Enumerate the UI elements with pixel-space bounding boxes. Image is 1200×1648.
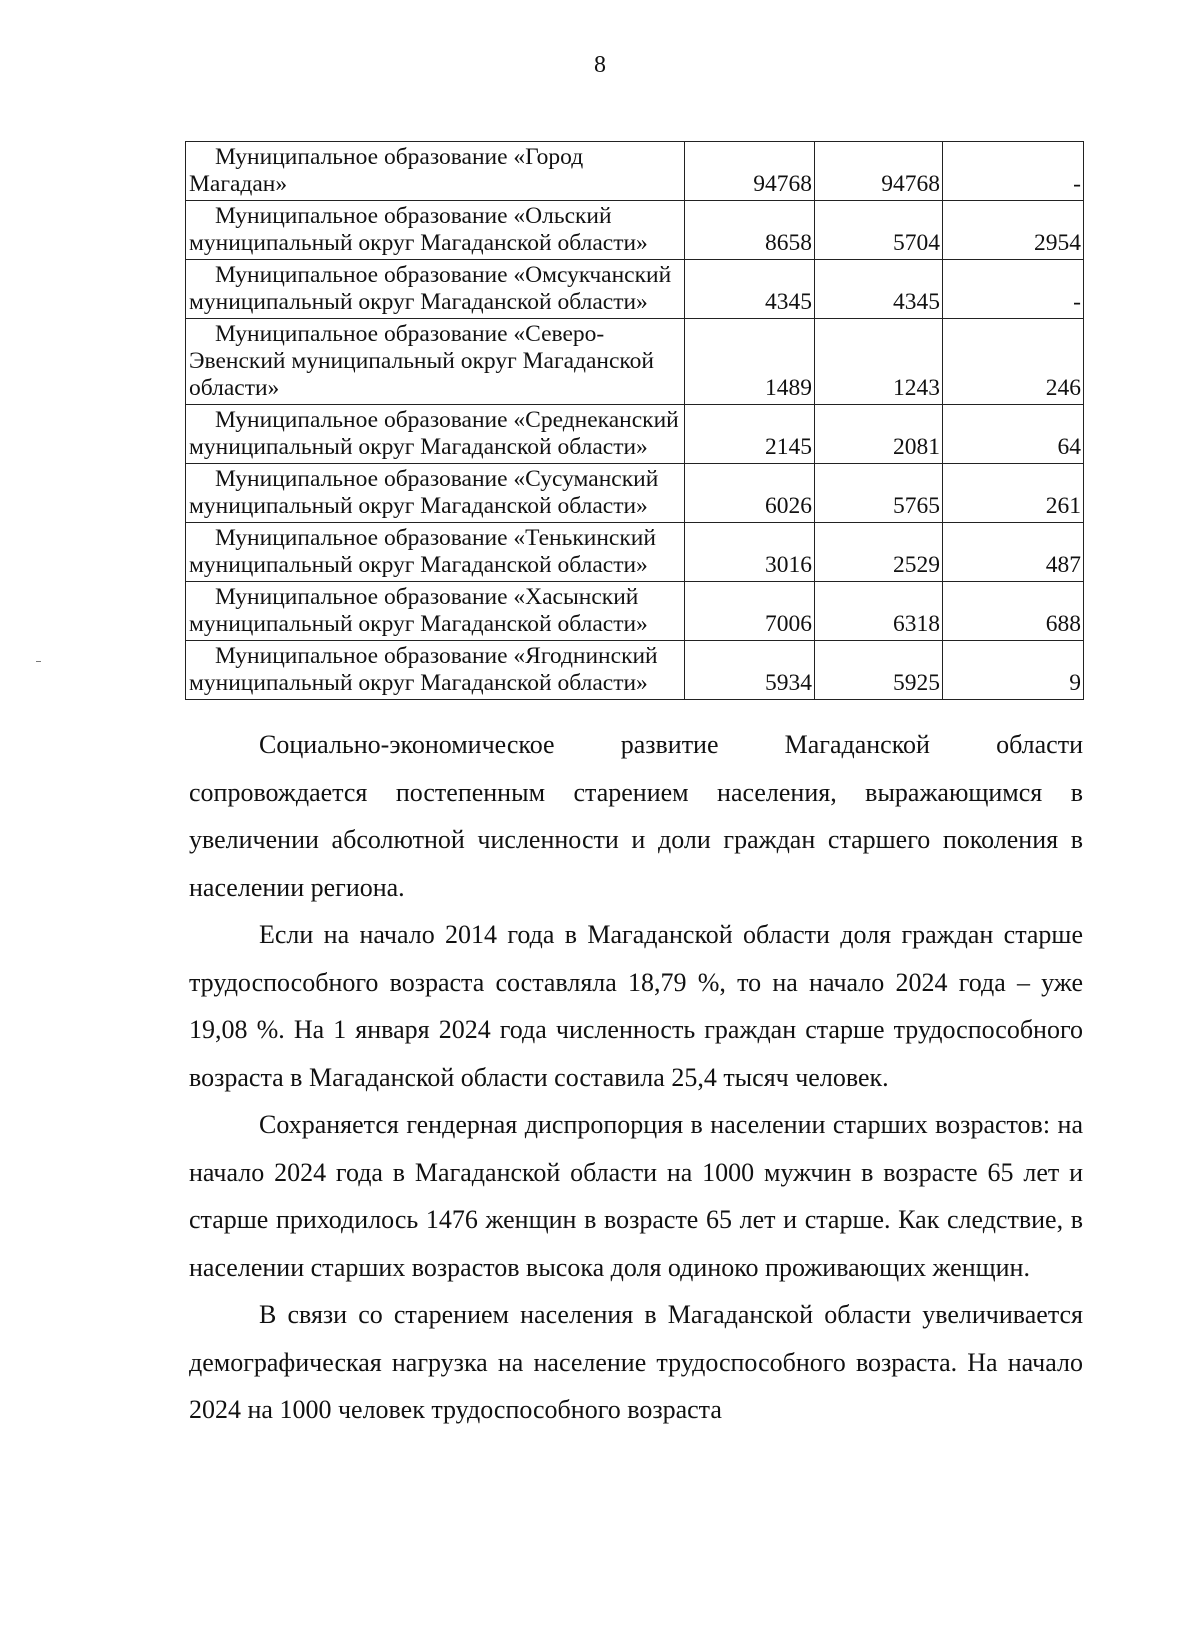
municipality-name: Муниципальное образование «Ягоднинский муниципальный округ Магаданской области»: [186, 641, 685, 700]
municipality-name: Муниципальное образование «Хасынский муниципальный округ Магаданской области»: [186, 582, 685, 641]
value-col-2: 94768: [815, 142, 943, 201]
value-total: 4345: [685, 260, 815, 319]
value-col-2: 5925: [815, 641, 943, 700]
municipality-name: Муниципальное образование «Город Магадан»: [186, 142, 685, 201]
value-col-3: 9: [943, 641, 1084, 700]
municipality-name: Муниципальное образование «Среднеканский муниципальный округ Магаданской области»: [186, 405, 685, 464]
value-col-2: 5704: [815, 201, 943, 260]
table-row: [186, 523, 1084, 582]
body-text: [189, 721, 1083, 1434]
municipality-name: Муниципальное образование «Северо-Эвенский муниципальный округ Магаданской области»: [186, 319, 685, 405]
table-row: [186, 405, 1084, 464]
value-col-3: 246: [943, 319, 1084, 405]
paragraph: В связи со старением населения в Магаданской области увеличивается демографическая нагрузка на население трудоспособного возраста. На начало 2024 на 1000 человек трудоспособного возраста: [189, 1300, 1083, 1424]
page-number: 8: [594, 52, 606, 78]
value-total: 1489: [685, 319, 815, 405]
value-col-3: -: [943, 260, 1084, 319]
table-row: [186, 319, 1084, 405]
paragraph: Сохраняется гендерная диспропорция в населении старших возрастов: на начало 2024 года в Магаданской области на 1000 мужчин в возрасте 65 лет и старше приходилось 1476 женщин в возрасте 65 лет и старше. Как следствие, в населении старших возрастов высока доля одиноко проживающих женщин.: [189, 1110, 1083, 1282]
value-col-3: 64: [943, 405, 1084, 464]
value-col-2: 4345: [815, 260, 943, 319]
value-col-2: 6318: [815, 582, 943, 641]
table-row: [186, 201, 1084, 260]
value-col-2: 2081: [815, 405, 943, 464]
value-col-2: 5765: [815, 464, 943, 523]
table-row: [186, 260, 1084, 319]
value-col-2: 2529: [815, 523, 943, 582]
value-col-3: 688: [943, 582, 1084, 641]
value-total: 3016: [685, 523, 815, 582]
table-body: [186, 142, 1084, 700]
table-row: [186, 582, 1084, 641]
table-row: [186, 464, 1084, 523]
value-total: 8658: [685, 201, 815, 260]
value-total: 6026: [685, 464, 815, 523]
paragraph: Если на начало 2014 года в Магаданской области доля граждан старше трудоспособного возраста составляла 18,79 %, то на начало 2024 года – уже 19,08 %. На 1 января 2024 года численность граждан старше трудоспособного возраста в Магаданской области составила 25,4 тысяч человек.: [189, 920, 1083, 1092]
table-row: [186, 641, 1084, 700]
value-col-3: 487: [943, 523, 1084, 582]
scan-artifact: [36, 661, 41, 662]
value-col-3: -: [943, 142, 1084, 201]
paragraph: Социально-экономическое развитие Магаданской области сопровождается постепенным старением населения, выражающимся в увеличении абсолютной численности и доли граждан старшего поколения в населении региона.: [189, 730, 1083, 902]
value-total: 5934: [685, 641, 815, 700]
municipality-table: [185, 141, 1084, 700]
municipality-name: Муниципальное образование «Сусуманский муниципальный округ Магаданской области»: [186, 464, 685, 523]
municipality-name: Муниципальное образование «Ольский муниципальный округ Магаданской области»: [186, 201, 685, 260]
value-col-3: 261: [943, 464, 1084, 523]
value-total: 7006: [685, 582, 815, 641]
value-total: 94768: [685, 142, 815, 201]
value-col-3: 2954: [943, 201, 1084, 260]
municipality-name: Муниципальное образование «Тенькинский муниципальный округ Магаданской области»: [186, 523, 685, 582]
table-row: [186, 142, 1084, 201]
value-total: 2145: [685, 405, 815, 464]
value-col-2: 1243: [815, 319, 943, 405]
municipality-name: Муниципальное образование «Омсукчанский муниципальный округ Магаданской области»: [186, 260, 685, 319]
